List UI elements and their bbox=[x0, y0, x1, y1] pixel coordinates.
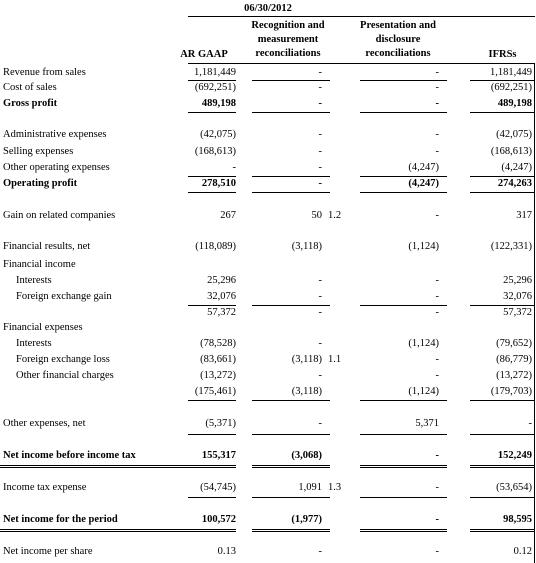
row-label: Selling expenses bbox=[3, 146, 74, 157]
cell-pres: - bbox=[435, 98, 439, 109]
row-label: Foreign exchange loss bbox=[16, 354, 110, 365]
row-rule bbox=[188, 400, 236, 401]
row-rule bbox=[360, 176, 447, 177]
cell-ar: 100,572 bbox=[201, 514, 236, 525]
date-underline bbox=[188, 16, 535, 17]
row-label: Administrative expenses bbox=[3, 129, 107, 140]
total-double-rule bbox=[0, 465, 236, 468]
cell-ar: 278,510 bbox=[201, 178, 236, 189]
col-header-recognition: Recognition and measurement reconciliations bbox=[251, 20, 325, 59]
cell-ifrs: 274,263 bbox=[497, 178, 532, 189]
cell-pres: - bbox=[435, 82, 439, 93]
cell-rec: - bbox=[318, 370, 322, 381]
cell-ar: (5,371) bbox=[205, 418, 236, 429]
cell-pres: - bbox=[435, 67, 439, 78]
cell-rec: - bbox=[318, 275, 322, 286]
row-rule bbox=[252, 434, 330, 435]
cell-pres: - bbox=[435, 129, 439, 140]
row-label: Revenue from sales bbox=[3, 67, 86, 78]
row-rule bbox=[188, 305, 236, 306]
cell-ifrs: (86,779) bbox=[496, 354, 532, 365]
cell-pres: - bbox=[435, 482, 439, 493]
cell-ar: 155,317 bbox=[201, 450, 236, 461]
row-label: Net income for the period bbox=[3, 514, 118, 525]
row-rule bbox=[360, 80, 447, 81]
cell-ifrs: 0.12 bbox=[513, 546, 532, 557]
cell-pres: (4,247) bbox=[408, 178, 439, 189]
period-date: 06/30/2012 bbox=[244, 3, 292, 14]
cell-ar: (692,251) bbox=[194, 82, 236, 93]
note-ref: 1.3 bbox=[328, 482, 342, 493]
col-header-ifrs: IFRSs bbox=[488, 49, 517, 60]
row-label: Income tax expense bbox=[3, 482, 87, 493]
cell-rec: - bbox=[318, 82, 322, 93]
cell-pres: - bbox=[435, 514, 439, 525]
row-rule bbox=[360, 192, 447, 193]
cell-pres: - bbox=[435, 146, 439, 157]
row-rule bbox=[470, 112, 535, 113]
row-rule bbox=[188, 80, 236, 81]
row-label: Cost of sales bbox=[3, 82, 57, 93]
cell-pres: - bbox=[435, 291, 439, 302]
note-ref: 1.2 bbox=[328, 210, 342, 221]
cell-ifrs: (79,652) bbox=[496, 338, 532, 349]
cell-ifrs: (692,251) bbox=[490, 82, 532, 93]
cell-ar: 25,296 bbox=[207, 275, 236, 286]
cell-rec: - bbox=[318, 178, 322, 189]
cell-ar: (118,089) bbox=[195, 241, 236, 252]
cell-rec: - bbox=[318, 307, 322, 318]
cell-ifrs: 489,198 bbox=[497, 98, 532, 109]
row-rule bbox=[470, 305, 535, 306]
cell-ar: (13,272) bbox=[200, 370, 236, 381]
row-rule bbox=[252, 305, 330, 306]
cell-ifrs: 25,296 bbox=[503, 275, 532, 286]
cell-ifrs: 152,249 bbox=[497, 450, 532, 461]
row-rule bbox=[188, 176, 236, 177]
cell-ar: (175,461) bbox=[194, 386, 236, 397]
cell-ar: (54,745) bbox=[200, 482, 236, 493]
cell-rec: 1,091 bbox=[298, 482, 322, 493]
row-rule bbox=[470, 80, 535, 81]
total-double-rule bbox=[252, 529, 330, 532]
cell-ifrs: (42,075) bbox=[496, 129, 532, 140]
cell-ar: (83,661) bbox=[200, 354, 236, 365]
row-label: Other expenses, net bbox=[3, 418, 86, 429]
row-label: Operating profit bbox=[3, 178, 78, 189]
row-rule bbox=[252, 112, 330, 113]
row-rule bbox=[360, 434, 447, 435]
cell-ifrs: 32,076 bbox=[503, 291, 532, 302]
cell-pres: - bbox=[435, 307, 439, 318]
cell-ar: (42,075) bbox=[200, 129, 236, 140]
cell-rec: (3,118) bbox=[291, 354, 322, 365]
cell-rec: - bbox=[318, 546, 322, 557]
col-header-presentation: Presentation and disclosure reconciliations bbox=[360, 20, 436, 59]
cell-rec: (3,118) bbox=[291, 241, 322, 252]
cell-ifrs: 1,181,449 bbox=[490, 67, 532, 78]
row-label: Other financial charges bbox=[16, 370, 114, 381]
row-rule bbox=[470, 497, 535, 498]
cell-ifrs: (4,247) bbox=[501, 162, 532, 173]
cell-ar: (168,613) bbox=[194, 146, 236, 157]
total-double-rule bbox=[470, 529, 535, 532]
row-rule bbox=[252, 176, 330, 177]
row-rule bbox=[252, 80, 330, 81]
cell-ar: 1,181,449 bbox=[194, 67, 236, 78]
cell-ifrs: (53,654) bbox=[496, 482, 532, 493]
row-label: Foreign exchange gain bbox=[16, 291, 112, 302]
cell-ifrs: (122,331) bbox=[490, 241, 532, 252]
cell-rec: 50 bbox=[311, 210, 322, 221]
cell-rec: - bbox=[318, 146, 322, 157]
row-label: Gain on related companies bbox=[3, 210, 116, 221]
cell-pres: - bbox=[435, 210, 439, 221]
cell-rec: - bbox=[318, 98, 322, 109]
cell-ar: 0.13 bbox=[217, 546, 236, 557]
cell-ar: 57,372 bbox=[207, 307, 236, 318]
cell-rec: - bbox=[318, 418, 322, 429]
col-header-ar-gaap: AR GAAP bbox=[180, 49, 228, 60]
row-rule bbox=[360, 400, 447, 401]
cell-rec: - bbox=[318, 291, 322, 302]
row-rule bbox=[188, 192, 236, 193]
cell-rec: (1,977) bbox=[291, 514, 322, 525]
cell-pres: - bbox=[435, 546, 439, 557]
cell-pres: - bbox=[435, 354, 439, 365]
cell-rec: (3,068) bbox=[291, 450, 322, 461]
row-rule bbox=[360, 305, 447, 306]
cell-pres: - bbox=[435, 275, 439, 286]
cell-pres: (4,247) bbox=[408, 162, 439, 173]
row-label: Net income before income tax bbox=[3, 450, 136, 461]
cell-ifrs: 57,372 bbox=[503, 307, 532, 318]
cell-ifrs: (179,703) bbox=[490, 386, 532, 397]
cell-ar: 267 bbox=[220, 210, 236, 221]
row-rule bbox=[360, 112, 447, 113]
row-rule bbox=[252, 497, 330, 498]
cell-ifrs: 98,595 bbox=[503, 514, 532, 525]
cell-pres: (1,124) bbox=[408, 241, 439, 252]
cell-rec: - bbox=[318, 338, 322, 349]
row-label: Net income per share bbox=[3, 546, 93, 557]
cell-ar: - bbox=[232, 162, 236, 173]
row-rule bbox=[470, 176, 535, 177]
row-rule bbox=[188, 434, 236, 435]
row-rule bbox=[252, 400, 330, 401]
row-rule bbox=[188, 112, 236, 113]
cell-pres: - bbox=[435, 450, 439, 461]
total-double-rule bbox=[470, 465, 535, 468]
cell-pres: (1,124) bbox=[408, 338, 439, 349]
cell-ifrs: (168,613) bbox=[490, 146, 532, 157]
cell-pres: 5,371 bbox=[415, 418, 439, 429]
row-rule bbox=[188, 497, 236, 498]
right-border bbox=[534, 63, 535, 563]
cell-ar: 489,198 bbox=[201, 98, 236, 109]
cell-rec: - bbox=[318, 162, 322, 173]
cell-ar: (78,528) bbox=[200, 338, 236, 349]
cell-ifrs: (13,272) bbox=[496, 370, 532, 381]
cell-rec: (3,118) bbox=[291, 386, 322, 397]
row-rule bbox=[470, 400, 535, 401]
row-label: Interests bbox=[16, 275, 52, 286]
row-rule bbox=[252, 192, 330, 193]
row-rule bbox=[360, 497, 447, 498]
row-label: Financial income bbox=[3, 259, 76, 270]
row-rule bbox=[470, 192, 535, 193]
cell-rec: - bbox=[318, 129, 322, 140]
row-label: Gross profit bbox=[3, 98, 58, 109]
cell-pres: (1,124) bbox=[408, 386, 439, 397]
cell-pres: - bbox=[435, 370, 439, 381]
cell-ifrs: 317 bbox=[516, 210, 532, 221]
row-label: Financial results, net bbox=[3, 241, 91, 252]
row-label: Interests bbox=[16, 338, 52, 349]
header-rule bbox=[188, 63, 535, 64]
total-double-rule bbox=[0, 529, 236, 532]
total-double-rule bbox=[360, 529, 447, 532]
total-double-rule bbox=[252, 465, 330, 468]
total-double-rule bbox=[360, 465, 447, 468]
row-label: Financial expenses bbox=[3, 322, 83, 333]
cell-ar: 32,076 bbox=[207, 291, 236, 302]
note-ref: 1.1 bbox=[328, 354, 342, 365]
cell-ifrs: - bbox=[528, 418, 532, 429]
cell-rec: - bbox=[318, 67, 322, 78]
row-label: Other operating expenses bbox=[3, 162, 110, 173]
row-rule bbox=[470, 434, 535, 435]
